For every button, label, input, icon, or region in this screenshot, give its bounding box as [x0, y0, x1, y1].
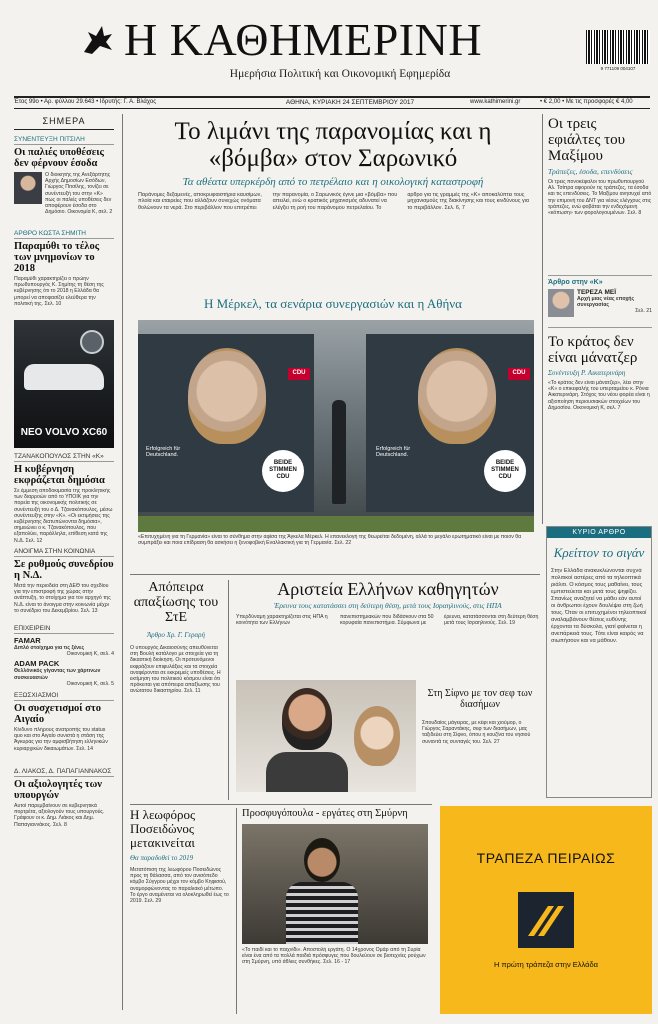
- section-label: Άρθρο στην «Κ»: [548, 275, 652, 286]
- section-label: ΤΖΑΝΑΚΟΠΟΥΛΟΣ ΣΤΗΝ «Κ»: [14, 453, 114, 462]
- barcode-number: 9 771109 004107: [600, 66, 636, 71]
- famar-ref: Οικονομική Κ, σελ. 4: [66, 651, 114, 658]
- headline-pitsilis[interactable]: Οι παλιές υποθέσεις δεν φέρνουν έσοδα: [14, 147, 104, 169]
- issue-info: Έτος 99ο • Αρ. φύλλου 29.643 • Ιδρυτής: Γ. Α. Βλάχος: [14, 99, 157, 105]
- poster-right: [366, 334, 534, 512]
- section-label: ΑΡΘΡΟ ΚΩΣΤΑ ΣΗΜΙΤΗ: [14, 230, 114, 239]
- chef-body: [266, 752, 348, 792]
- merkel-photo[interactable]: [138, 320, 534, 532]
- poster-left: [138, 334, 314, 512]
- price: • € 2,00 • Με τις προσφορές € 4,00: [540, 99, 633, 105]
- subhead-maximos: Τράπεζες, έσοδα, επενδύσεις: [548, 167, 633, 176]
- article-text: Ο υπουργός Δικαιοσύνης απευθύνεται στη Βουλή κατάλογο με στοιχεία για τη δικαστική διοίκηση. Οι προτεινόμενοι εκφράζουν επιφυλάξεις και τα στοιχεία αναφέρονται σε εκκρεμείς υποθέσεις. Η εκτίμηση του πολιτικού κόσμου είναι ότι πρόκειται για απόπειρα απαξίωσης του ανώτατου δικαστηρίου. Σελ. 11: [130, 645, 221, 695]
- byline-ste: Άρθρο Χρ. Γ. Γεραρή: [146, 631, 205, 639]
- headline-tzanakopoulos[interactable]: Η κυβέρνηση εκφράζεται δημόσια: [14, 464, 105, 486]
- article-text: Οι τρεις πονοκέφαλοι του πρωθυπουργού Αλ. Τσίπρα αφορούν τις τράπεζες, τα έσοδα και τις επενδύσεις. Το Μαξίμου ανησυχεί από την επιμονή του ΔΝΤ για νέους ελέγχους στις τράπεζες, ενώ φοβάται την ενδεχόμενη «κόπωση» των φορολογουμένων. Σελ. 8: [548, 179, 652, 217]
- headline-maximos[interactable]: Οι τρεις εφιάλτες του Μαξίμου: [548, 116, 626, 164]
- bank-logo-icon: [518, 892, 574, 948]
- poster-text: Erfolgreich für Deutschland.: [146, 446, 181, 458]
- article-text: Ο διοικητής της Ανεξάρτητης Αρχής Δημοσίων Εσόδων, Γιώργος Πιτσίλης, τονίζει σε συνέντευξή του στην «Κ» πως οι παλιές υποθέσεις δεν αποφέρουν έσοδα στο Δημόσιο. Οικονομία Κ, σελ. 2: [45, 172, 113, 216]
- editorial-text: Στην Ελλάδα ανακυκλώνονται συχνά πολιτικοί αστέρες από τα τηλεοπτικά ριάλιτι. Ο κόσμος τους μαθαίνει, τους εμπιστεύεται και μετά τους ψηφίζει. Σπανίως αναζητεί να μάθει εάν αυτοί οι άνθρωποι έχουν δουλέψει στη ζωή τους. Όταν οι επιτυχημένοι τηλεοπτικοί αναλαμβάνουν θέσεις ευθύνης έρχονται τα δύσκολα, γιατί φαίνεται η ανεπάρκειά τους. Τότε είναι καιρός να σιωπήσουν και να μάθουν.: [551, 568, 647, 644]
- section-label: ΣΥΝΕΝΤΕΥΞΗ ΠΙΤΣΙΛΗ: [14, 136, 114, 145]
- article-ste: [130, 580, 222, 800]
- headline-simitis[interactable]: Παραμύθι το τέλος των μνημονίων το 2018: [14, 241, 100, 274]
- headline-nd[interactable]: Σε ρυθμούς συνεδρίου η Ν.Δ.: [14, 559, 114, 581]
- poster-text: Erfolgreich für Deutschland.: [376, 446, 411, 458]
- article-text: Μετατόπιση της λεωφόρου Ποσειδώνος προς τη θάλασσα, από τον ανισόπεδο κόμβο Σύγγρου μέχρι τον κόμβο Κηφισού, αναμορφώνοντας το παραλιακό μέτωπο. Το έργο αναμένεται να ολοκληρωθεί έως το 2019. Σελ. 29: [130, 867, 229, 905]
- may-ref: Σελ. 21: [635, 308, 652, 315]
- website: www.kathimerini.gr: [470, 99, 521, 105]
- refugee-photo[interactable]: [242, 824, 428, 944]
- masthead: [0, 0, 658, 96]
- article-text: «Το κράτος δεν είναι μάνατζερ», λέει στην «Κ» ο επικεφαλής του υπερταμείου κ. Ρόνια Αικατερινάρη. Στόχος του νέου φορέα είναι η αξιοποίηση περιουσιακών στοιχείων του Δημοσίου. Οικονομική Κ, σελ. 7: [548, 380, 650, 411]
- cdu-label: CDU: [512, 370, 526, 376]
- beide-text: BEIDE STIMMEN CDU: [269, 460, 297, 480]
- subhead-professors: Έρευνα τους κατατάσσει στη δεύτερη θέση, μετά τους Ισραηλινούς, στις ΗΠΑ: [274, 601, 502, 610]
- main-subhead: Τα αθέατα υπερκέρδη από το πετρέλαιο και η οικολογική καταστροφή: [182, 176, 484, 188]
- adam-pack-text: Θελλόνικός γίγαντας των χάρτινων συσκευασιών: [14, 668, 101, 681]
- editorial-box: [546, 526, 652, 798]
- article-text: Σε έμμεση αποδοκιμασία της προκλητικής των διαρροών από το ΥΠΟΙΚ για την πορεία της οικονομικής πολιτικής σε συνέντευξή του ο Δ. Τζανακόπουλος, μέσω συνέντευξης στην «Κ». «Οι εκτιμήσεις της κυβέρνησης διατυπώνονται δημόσια», σημειώνει ο κ. Τζανακόπουλος, που εξαπολύει, παράλληλα, επίθεση κατά της Ν.Δ. Σελ. 12: [14, 488, 113, 544]
- portrait-photo: [14, 172, 42, 204]
- barcode: [586, 30, 650, 64]
- date-line: ΑΘΗΝΑ, ΚΥΡΙΑΚΗ 24 ΣΕΠΤΕΜΒΡΙΟΥ 2017: [285, 99, 415, 106]
- right-column: [548, 116, 652, 526]
- headline-evaluators[interactable]: Οι αξιολογητές των υπουργών: [14, 779, 102, 802]
- masthead-subtitle: Ημερήσια Πολιτική και Οικονομική Εφημερίδα: [229, 68, 451, 80]
- headline-aegean[interactable]: Οι συσχετισμοί στο Αιγαίο: [14, 703, 101, 726]
- article-text: Σπουδαίος μάγειρας, με κέφι και χιούμορ, ο Γιώργος Σαραντάκης, σεφ των διασήμων, μας ταξιδεύει στη Σίφνο, όπου η κουζίνα του νησιού συναντά τις συνταγές του. Σελ. 27: [422, 720, 531, 745]
- grass-strip: [138, 516, 534, 532]
- car-icon: [24, 364, 104, 390]
- article-text: «Το παιδί και το παιχνίδι». Αποστολή εργάτη. Ο 14χρονος Ομάρ από τη Συρία είναι ένα από τα πολλά παιδιά πρόσφυγες που δουλεύουν σε βιοτεχνίες ρούχων στη Σμύρνη, υπό άθλιες συνθήκες. Σελ. 16 - 17: [242, 947, 426, 966]
- article-text: Κίνδυνο πλήρους ανατροπής του status quo και στο Αιγαίο συνιστά η στάση της Άγκυρας για την αμφισβήτηση ελληνικών κυριαρχικών δικαιωμάτων. Σελ. 14: [14, 727, 108, 752]
- cdu-label: CDU: [292, 370, 306, 376]
- adam-pack-title[interactable]: ADAM PACK: [14, 659, 60, 669]
- editorial-label: ΚΥΡΙΟ ΑΡΘΡΟ: [547, 527, 651, 538]
- volvo-ad-text: NEO VOLVO XC60: [20, 427, 108, 438]
- section-label: Δ. ΛΙΑΚΟΣ, Δ. ΠΑΠΑΓΙΑΝΝΑΚΟΣ: [14, 768, 114, 777]
- subhead-state: Συνέντευξη Ρ. Αικατερινάρη: [548, 369, 626, 377]
- photo-subtext: «Επιτυχημένη για τη Γερμανία» είναι το σύνθημα στην αφίσα της Άγκελα Μέρκελ. Η επανεκλογή της θεωρείται δεδομένη, αλλά το μεγάλο ερωτηματικό είναι με ποιον θα συμπράξει και ποια επίδραση θα ασκήσει η ξενοφοβική Εναλλακτική για τη Γερμανία. Σελ. 22: [138, 534, 522, 547]
- logo-icon: [80, 22, 116, 58]
- subhead-posidonos: Θα παραδοθεί το 2019: [130, 854, 194, 862]
- guest-face: [354, 706, 400, 766]
- volvo-logo-icon: [80, 330, 104, 354]
- boy-face: [304, 838, 340, 882]
- article-posidonos: [130, 808, 230, 1014]
- merkel-face: [188, 348, 266, 444]
- famar-title[interactable]: FAMAR: [14, 636, 41, 645]
- headline-sifnos[interactable]: Στη Σίφνο με τον σεφ των διασήμων: [427, 688, 533, 710]
- beide-text: BEIDE STIMMEN CDU: [491, 460, 519, 480]
- article-text: Μετά την περιοδεία στη ΔΕΘ του σχεδίου για την επιστροφή της χώρας στην ανάπτυξη, το στοίχημα για τον αρχηγό της Ν.Δ. είναι το άνοιγμα στην κοινωνία μέχρι το συνέδριο του Δεκεμβρίου. Σελ. 13: [14, 583, 111, 614]
- piraeus-bank-ad[interactable]: [440, 806, 652, 1014]
- section-label: ΕΞΩΣΧΙΑΣΜΟΙ: [14, 692, 114, 701]
- merkel-face: [418, 348, 496, 444]
- volvo-ad[interactable]: [14, 320, 114, 448]
- today-label: ΣΗΜΕΡΑ: [14, 114, 114, 130]
- headline-refugees[interactable]: Προσφυγόπουλα - εργάτες στη Σμύρνη: [242, 808, 408, 819]
- headline-state[interactable]: Το κράτος δεν είναι μάνατζερ: [548, 327, 652, 366]
- headline-ste[interactable]: Απόπειρα απαξίωσης του ΣτΕ: [133, 580, 219, 625]
- bank-name: ΤΡΑΠΕΖΑ ΠΕΙΡΑΙΩΣ: [476, 850, 616, 866]
- main-lead-text: Παράνομες δεξαμενές, αποκρυφαιστήρια καυσίμων, πλοία και εταιρείες που αλλάζουν συνεχώς ονόματα θολώνουν τα νερά. Στο περιβάλλον που επιτρέπει την παρανομία, ο Σαρωνικός έγινε μια «βόμβα» που απειλεί, ενώ ο κρατικός μηχανισμός αδυνατεί να ελέγξει τη ροή του παράνομου πετρελαίου. Το αρθρο για τις γραμμές της «Κ» αποκαλύπτει τους μηχανισμούς της διακίνησης και τους κινδύνους για το περιβάλλον. Σελ. 6, 7: [138, 192, 529, 211]
- chef-face: [282, 688, 332, 750]
- pedestrian: [332, 400, 346, 504]
- famar-text: Διπλό στοίχημα για τις ξένες: [14, 645, 85, 651]
- article-professors: [236, 580, 540, 800]
- headline-posidonos[interactable]: Η λεωφόρος Ποσειδώνος μετακινείται: [130, 807, 196, 850]
- section-label: ΕΠΙΧΕΙΡΕΙΝ: [14, 625, 114, 634]
- may-name[interactable]: ΤΕΡΕΖΑ ΜΕΪ: [577, 289, 617, 296]
- editorial-headline[interactable]: Κρείττον το σιγάν: [553, 545, 645, 560]
- left-column: [14, 114, 114, 1014]
- masthead-title: Η ΚΑΘΗΜΕΡΙΝΗ: [124, 14, 483, 65]
- section-label: ΑΝΟΙΓΜΑ ΣΤΗΝ ΚΟΙΝΩΝΙΑ: [14, 548, 114, 557]
- chef-photo[interactable]: [236, 680, 416, 792]
- article-text: Αυτοί παρεμβαίνουν σε κυβερνητικά πορτρέτα, αξιολογούν τους υπουργούς. Γράφουν οι κ. Δημ. Λιάκος και Δημ. Παπαγιαννάκος. Σελ. 8: [14, 803, 105, 828]
- may-text: Αρχή μιας νέας εποχής συνεργασίας: [577, 296, 635, 309]
- boy-shirt: [286, 882, 358, 944]
- headline-professors[interactable]: Αριστεία Ελλήνων καθηγητών: [277, 579, 499, 599]
- article-text: Υπερδύναμη χαρακτηρίζεται στις ΗΠΑ η κοινότητα των Ελλήνων πανεπιστημιακών που διδάσκουν στα 50 κορυφαία πανεπιστήμια. Σύμφωνα με έρευνα, κατατάσσονται στη δεύτερη θέση μετά τους Ισραηλινούς. Σελ. 19: [236, 614, 539, 627]
- article-text: Παραμύθι χαρακτηρίζει ο πρώην πρωθυπουργός Κ. Σημίτης τη θέση της κυβέρνησης ότι το 2018 η Ελλάδα θα μπορεί να αποφασίζει ελεύθερα την πολιτική της. Σελ. 10: [14, 276, 104, 307]
- adam-pack-ref: Οικονομική Κ, σελ. 5: [66, 680, 114, 687]
- main-headline[interactable]: Το λιμάνι της παρανομίας και η «βόμβα» στον Σαρωνικό: [174, 118, 492, 172]
- bank-slogan: Η πρώτη τράπεζα στην Ελλάδα: [493, 960, 599, 969]
- article-refugees: [242, 808, 428, 1014]
- may-portrait: [548, 289, 574, 317]
- photo-caption: Η Μέρκελ, τα σενάρια συνεργασιών και η Αθήνα: [204, 296, 462, 311]
